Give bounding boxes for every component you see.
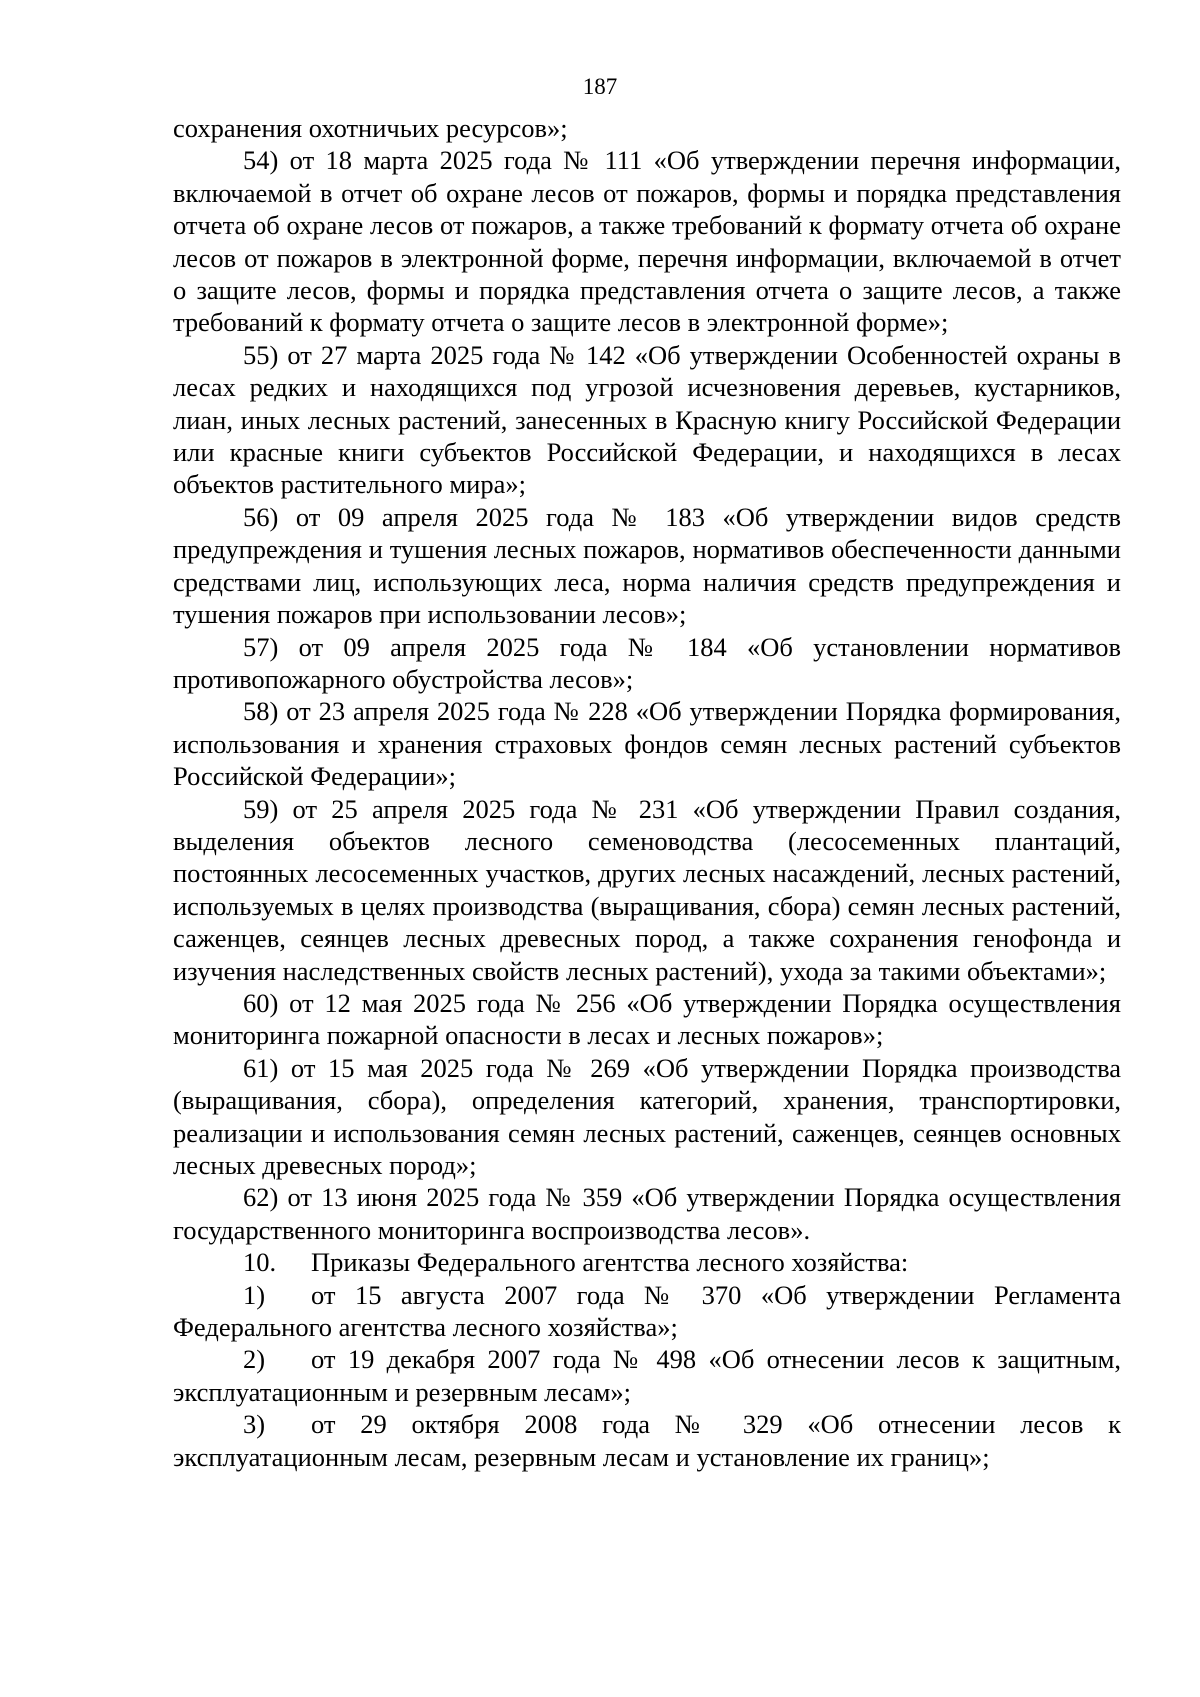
item-text: от 15 августа 2007 года № 370 «Об утверждении Регламента Федерального агентства лесного хозяйства»; xyxy=(173,1279,1121,1343)
order-item-1 xyxy=(173,1279,1121,1344)
order-item-2 xyxy=(173,1343,1121,1408)
paragraph-continuation: сохранения охотничьих ресурсов»; xyxy=(173,113,568,143)
section-heading-10 xyxy=(173,1246,1121,1278)
order-item-3 xyxy=(173,1408,1121,1473)
list-item-60: 60) от 12 мая 2025 года № 256 «Об утверждении Порядка осуществления мониторинга пожарной опасности в лесах и лесных пожаров»; xyxy=(173,987,1121,1051)
page-number: 187 xyxy=(582,74,618,99)
item-number: 2) xyxy=(243,1344,266,1375)
list-item-54: 54) от 18 марта 2025 года № 111 «Об утверждении перечня информации, включаемой в отчет об охране лесов от пожаров, формы и порядка представления отчета об охране лесов от пожаров, а также требований к формату отчета об охране лесов от пожаров в электронной форме, перечня информации, включаемой в отчет о защите лесов, формы и порядка представления отчета о защите лесов, а также требований к формату отчета о защите лесов в электронной форме»; xyxy=(173,145,1121,338)
item-text: от 19 декабря 2007 года № 498 «Об отнесении лесов к защитным, эксплуатационным и резервным лесам»; xyxy=(173,1344,1121,1407)
list-item-57: 57) от 09 апреля 2025 года № 184 «Об установлении нормативов противопожарного обустройства лесов»; xyxy=(173,631,1121,694)
item-number: 3) xyxy=(243,1409,266,1440)
list-item-62: 62) от 13 июня 2025 года № 359 «Об утверждении Порядка осуществления государственного мониторинга воспроизводства лесов». xyxy=(173,1182,1121,1245)
item-number: 1) xyxy=(243,1279,266,1310)
list-item-55: 55) от 27 марта 2025 года № 142 «Об утверждении Особенностей охраны в лесах редких и находящихся под угрозой исчезновения деревьев, кустарников, лиан, иных лесных растений, занесенных в Красную книгу Российской Федерации или красные книги субъектов Российской Федерации, и находящихся в лесах объектов растительного мира»; xyxy=(173,339,1121,500)
section-number: 10. xyxy=(243,1247,277,1278)
list-item-58: 58) от 23 апреля 2025 года № 228 «Об утверждении Порядка формирования, использования и хранения страховых фондов семян лесных растений субъектов Российской Федерации»; xyxy=(173,696,1121,792)
document-body xyxy=(173,112,1121,1473)
list-item-61: 61) от 15 мая 2025 года № 269 «Об утверждении Порядка производства (выращивания, сбора), определения категорий, хранения, транспортировки, реализации и использования семян лесных растений, саженцев, сеянцев основных лесных древесных пород»; xyxy=(173,1052,1121,1180)
item-text: от 29 октября 2008 года № 329 «Об отнесении лесов к эксплуатационным лесам, резервным лесам и установление их границ»; xyxy=(173,1409,1121,1472)
section-title: Приказы Федерального агентства лесного хозяйства: xyxy=(311,1247,909,1278)
list-item-56: 56) от 09 апреля 2025 года № 183 «Об утверждении видов средств предупреждения и тушения лесных пожаров, нормативов обеспеченности данными средствами лиц, использующих леса, норма наличия средств предупреждения и тушения пожаров при использовании лесов»; xyxy=(173,501,1121,630)
list-item-59: 59) от 25 апреля 2025 года № 231 «Об утверждении Правил создания, выделения объектов лесного семеноводства (лесосеменных плантаций, постоянных лесосеменных участков, других лесных насаждений, лесных растений, используемых в целях производства (выращивания, сбора) семян лесных растений, саженцев, сеянцев лесных древесных пород, а также сохранения генофонда и изучения наследственных свойств лесных растений), ухода за такими объектами»; xyxy=(173,793,1121,986)
